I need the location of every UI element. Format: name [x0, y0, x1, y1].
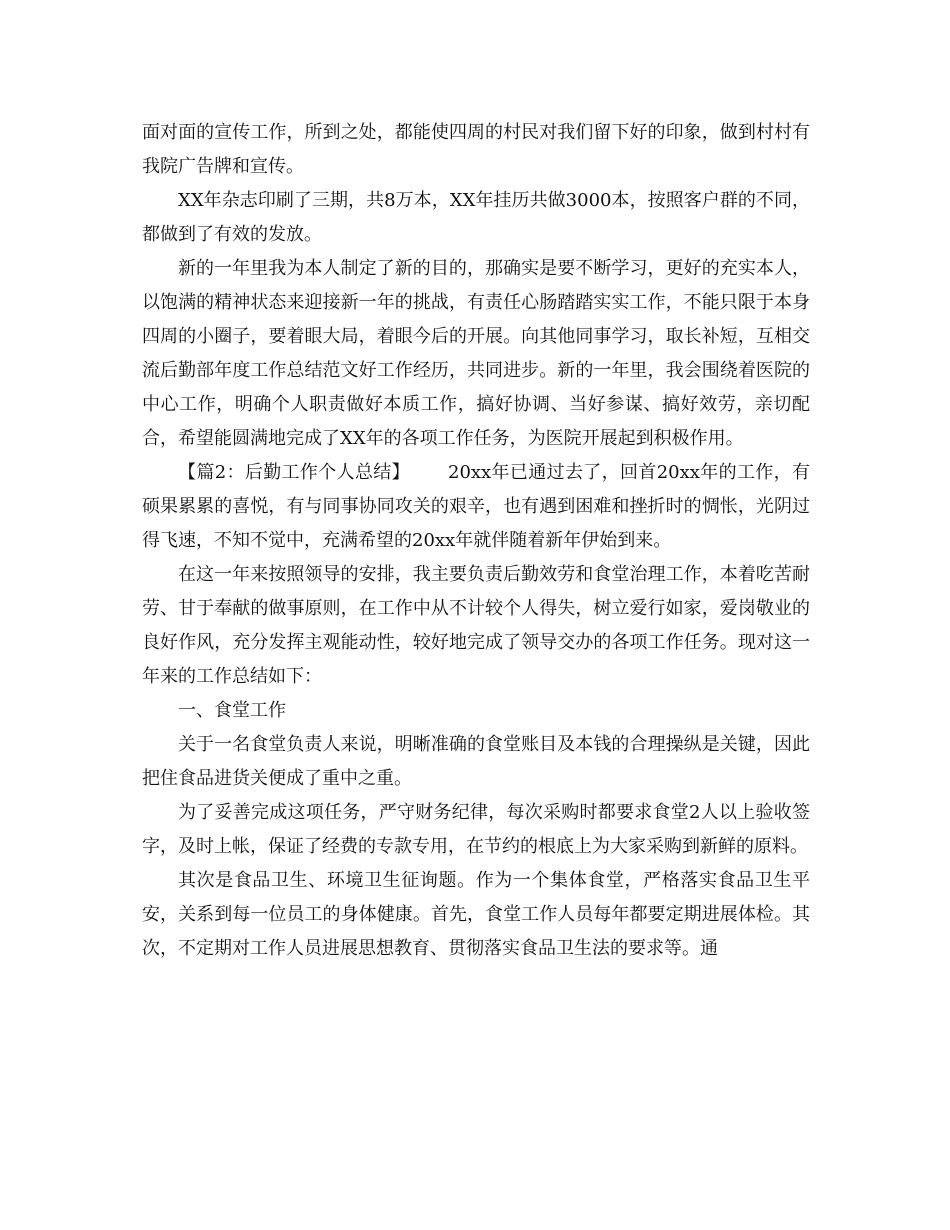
paragraph-7: 为了妥善完成这项任务，严守财务纪律，每次采购时都要求食堂2人以上验收签字，及时上帐，保证了经费的专款专用，在节约的根底上为大家采购到新鲜的原料。	[142, 802, 810, 857]
paragraph-3: 新的一年里我为本人制定了新的目的，那确实是要不断学习，更好的充实本人，以饱满的精神状态来迎接新一年的挑战，有责任心肠踏踏实实工作，不能只限于本身四周的小圈子，要着眼大局，着眼今后的开展。向其他同事学习，取长补短，互相交流后勤部年度工作总结范文好工作经历，共同进步。新的一年里，我会围绕着医院的中心工作，明确个人职责做好本质工作，搞好协调、当好参谋、搞好效劳，亲切配合，希望能圆满地完成了XX年的各项工作任务，为医院开展起到积极作用。	[142, 258, 810, 449]
document-page	[142, 116, 810, 966]
paragraph-4-with-heading	[142, 456, 810, 558]
paragraph-4-text: 20xx年已通过去了，回首20xx年的工作，有硕果累累的喜悦，有与同事协同攻关的艰辛，也有遇到困难和挫折时的惆怅，光阴过得飞速，不知不觉中，充满希望的20xx年就伴随着新年伊始到来。	[142, 462, 810, 551]
paragraph-5: 在这一年来按照领导的安排，我主要负责后勤效劳和食堂治理工作，本着吃苦耐劳、甘于奉献的做事原则，在工作中从不计较个人得失，树立爱行如家，爱岗敬业的良好作风，充分发挥主观能动性，较好地完成了领导交办的各项工作任务。现对这一年来的工作总结如下：	[142, 564, 810, 687]
section-heading: 【篇2：后勤工作个人总结】	[178, 462, 410, 483]
paragraph-8: 其次是食品卫生、环境卫生征询题。作为一个集体食堂，严格落实食品卫生平安，关系到每一位员工的身体健康。首先，食堂工作人员每年都要定期进展体检。其次，不定期对工作人员进展思想教育、贯彻落实食品卫生法的要求等。通	[142, 870, 810, 959]
paragraph-2: XX年杂志印刷了三期，共8万本，XX年挂历共做3000本，按照客户群的不同，都做到了有效的发放。	[142, 190, 810, 245]
subheading-canteen: 一、食堂工作	[178, 700, 286, 721]
paragraph-1: 面对面的宣传工作，所到之处，都能使四周的村民对我们留下好的印象，做到村村有我院广告牌和宣传。	[142, 122, 810, 177]
paragraph-6: 关于一名食堂负责人来说，明晰准确的食堂账目及本钱的合理操纵是关键，因此把住食品进货关便成了重中之重。	[142, 734, 810, 789]
